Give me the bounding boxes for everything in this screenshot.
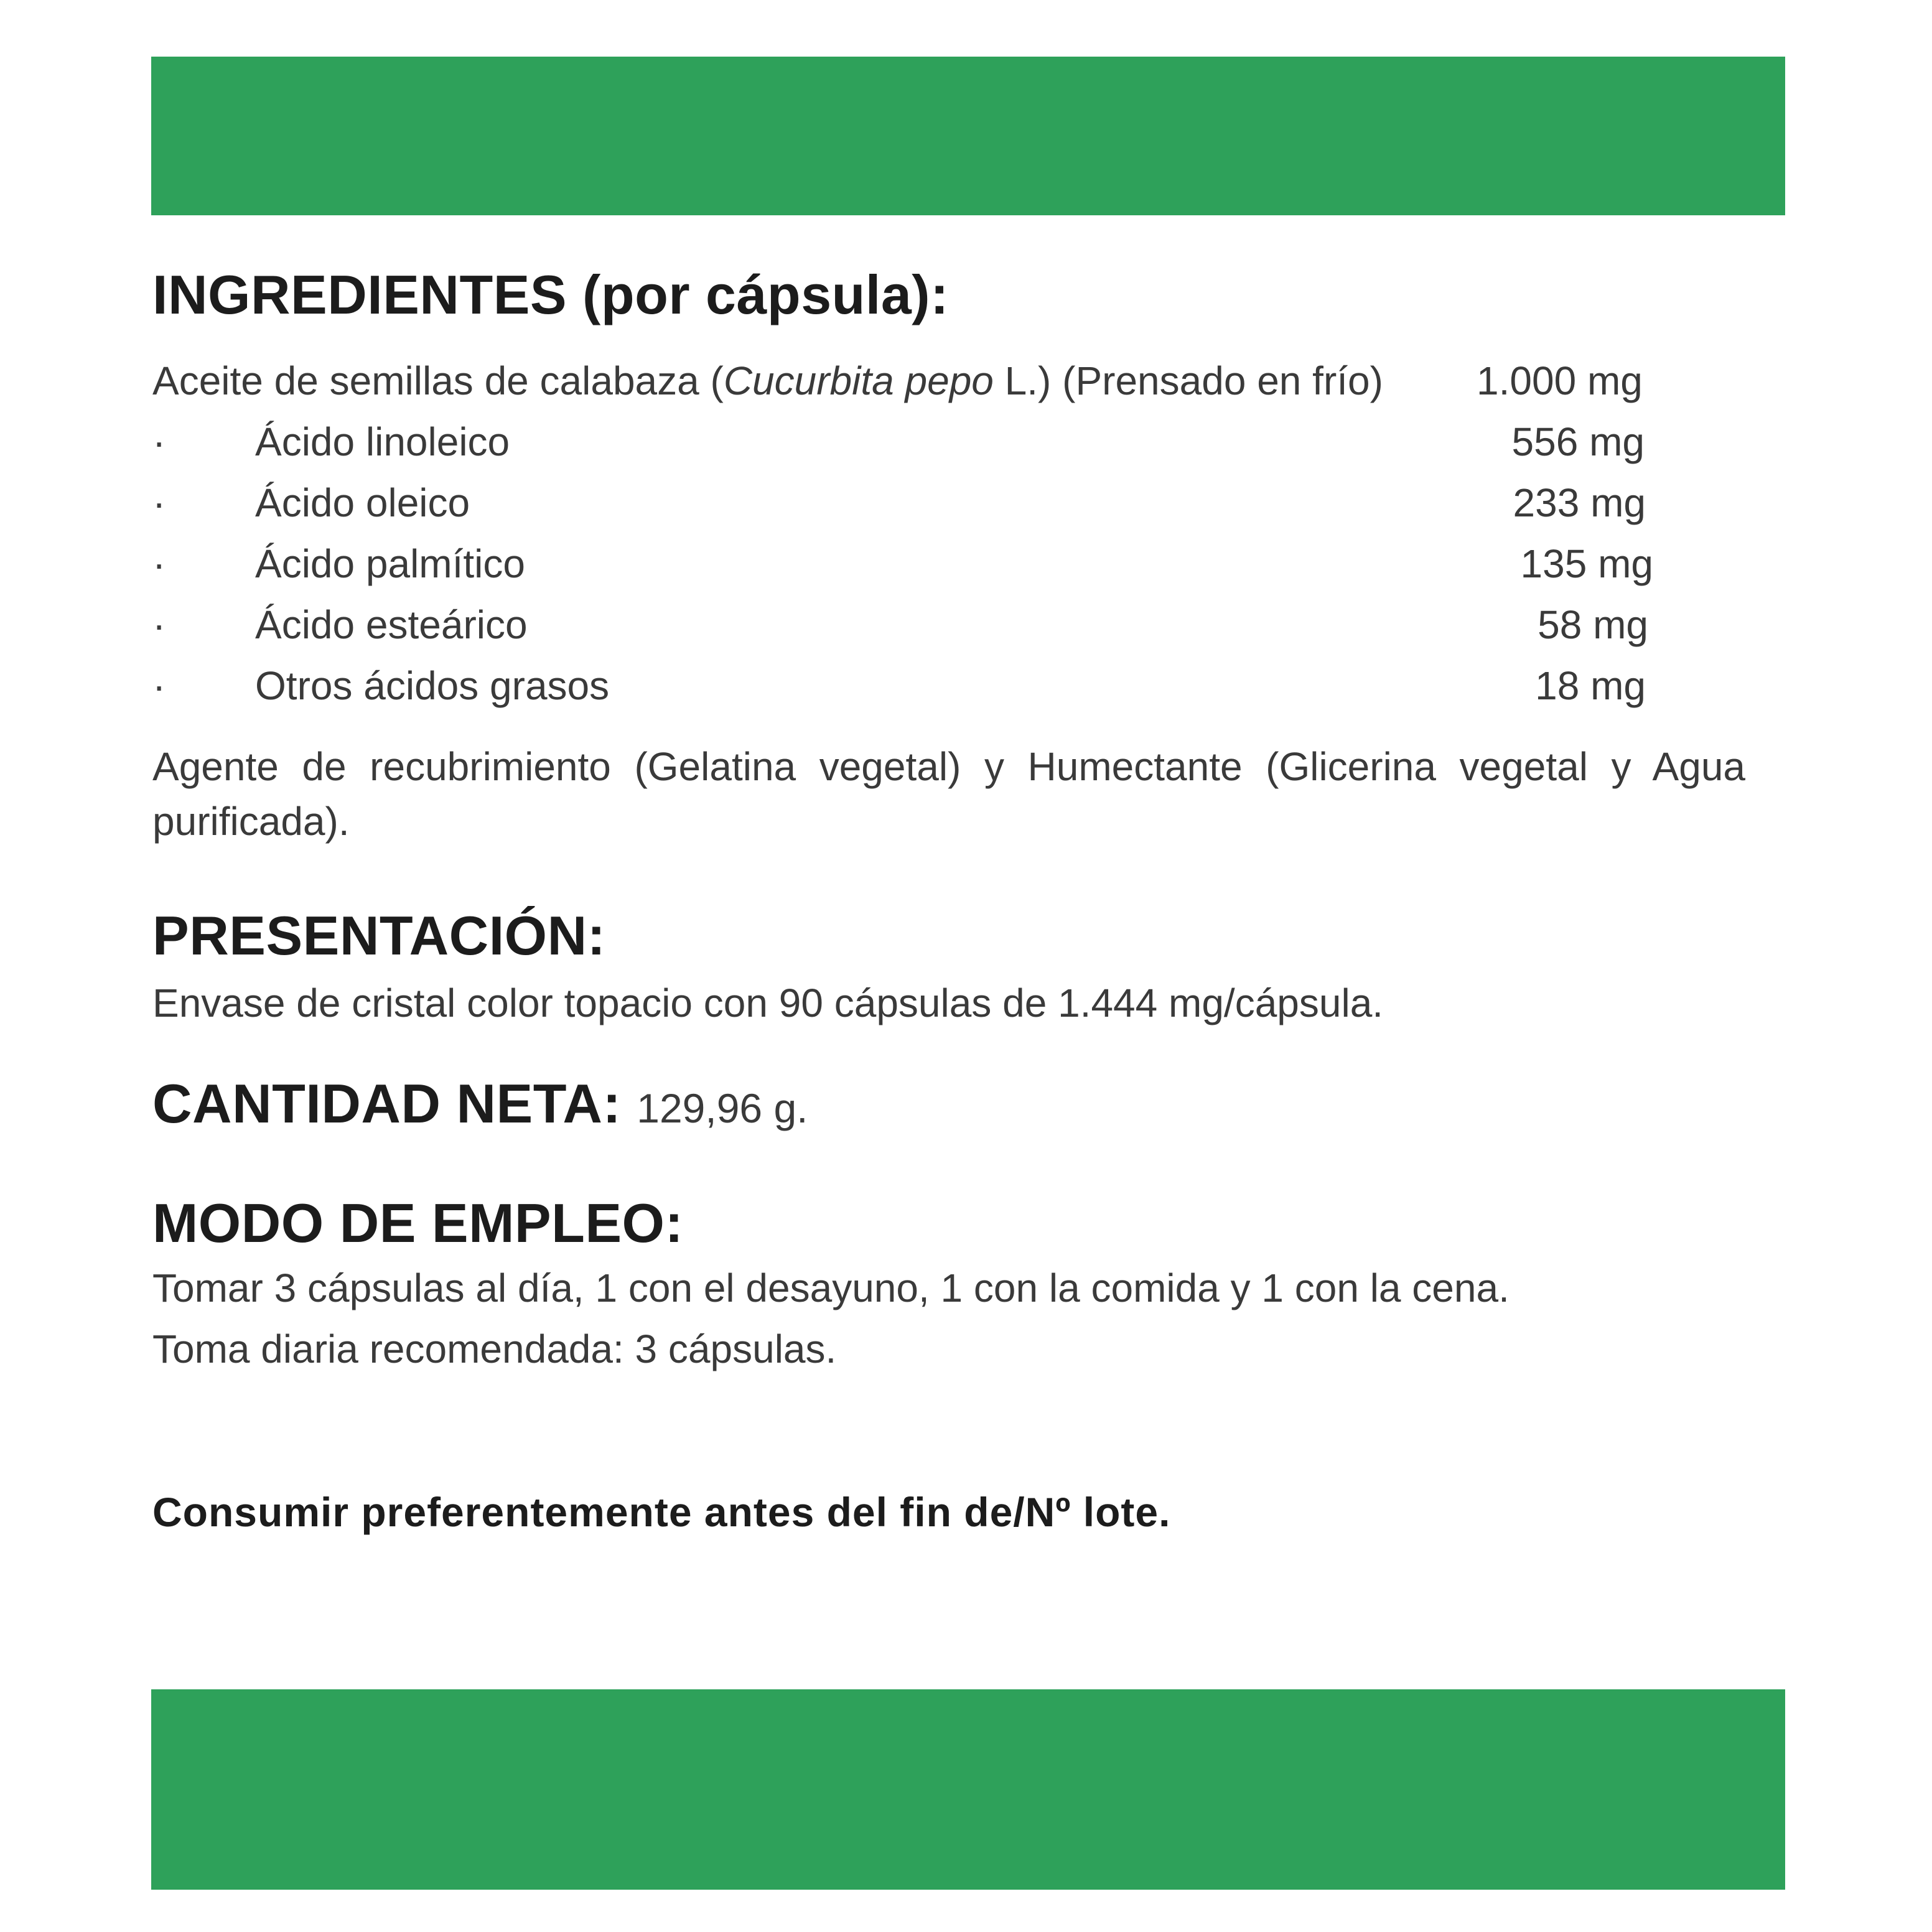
ingredients-heading-qualifier: (por cápsula): (567, 264, 949, 325)
usage-instructions: Tomar 3 cápsulas al día, 1 con el desayuno, 1 con la comida y 1 con la cena. (152, 1266, 1510, 1310)
sub-ingredient-row (152, 663, 1646, 716)
usage-heading: MODO DE EMPLEO: (152, 1192, 684, 1254)
top-green-banner (151, 57, 1785, 215)
scientific-name: Cucurbita pepo (723, 358, 994, 403)
sub-ingredient-row (152, 480, 1646, 533)
bullet-icon: · (152, 663, 166, 708)
sub-ingredient-row (152, 541, 1653, 594)
best-before-lot-note: Consumir preferentemente antes del fin de/Nº lote. (152, 1489, 1171, 1535)
sub-ingredient-name: Ácido linoleico (255, 419, 510, 464)
sub-ingredient-row (152, 419, 1645, 472)
main-ingredient-name (152, 358, 1383, 403)
sub-ingredient-amount: 18 mg (1535, 663, 1646, 708)
net-quantity-row (152, 1073, 808, 1134)
main-ingredient-amount: 1.000 mg (1477, 358, 1643, 403)
sub-ingredient-amount: 233 mg (1513, 480, 1646, 525)
sub-ingredient-amount: 58 mg (1538, 602, 1648, 647)
sub-ingredient-amount: 135 mg (1520, 541, 1653, 586)
bullet-icon: · (152, 419, 166, 464)
recommended-daily-dose: Toma diaria recomendada: 3 cápsulas. (152, 1327, 837, 1371)
sub-ingredient-name: Ácido palmítico (255, 541, 525, 586)
other-ingredients-text: Agente de recubrimiento (Gelatina vegetal) y Humectante (Glicerina vegetal y Agua purificada). (152, 744, 1745, 844)
bullet-icon: · (152, 541, 166, 586)
main-ingredient-row (152, 358, 1770, 411)
sub-ingredient-name: Ácido oleico (255, 480, 470, 525)
net-quantity-heading: CANTIDAD NETA: (152, 1073, 622, 1134)
sub-ingredient-row (152, 602, 1648, 655)
sub-ingredient-name: Otros ácidos grasos (255, 663, 610, 708)
bottom-green-banner (151, 1689, 1785, 1890)
sub-ingredient-name: Ácido esteárico (255, 602, 528, 647)
main-ingredient-name-part2: L.) (Prensado en frío) (993, 358, 1383, 403)
ingredients-heading-bold: INGREDIENTES (152, 264, 567, 325)
bullet-icon: · (152, 602, 166, 647)
net-quantity-value: 129,96 g. (637, 1085, 808, 1131)
main-ingredient-name-part1: Aceite de semillas de calabaza ( (152, 358, 724, 403)
bullet-icon: · (152, 480, 166, 525)
presentation-heading: PRESENTACIÓN: (152, 905, 606, 966)
ingredients-heading (152, 264, 949, 325)
sub-ingredient-amount: 556 mg (1511, 419, 1645, 464)
presentation-text: Envase de cristal color topacio con 90 cápsulas de 1.444 mg/cápsula. (152, 981, 1384, 1025)
